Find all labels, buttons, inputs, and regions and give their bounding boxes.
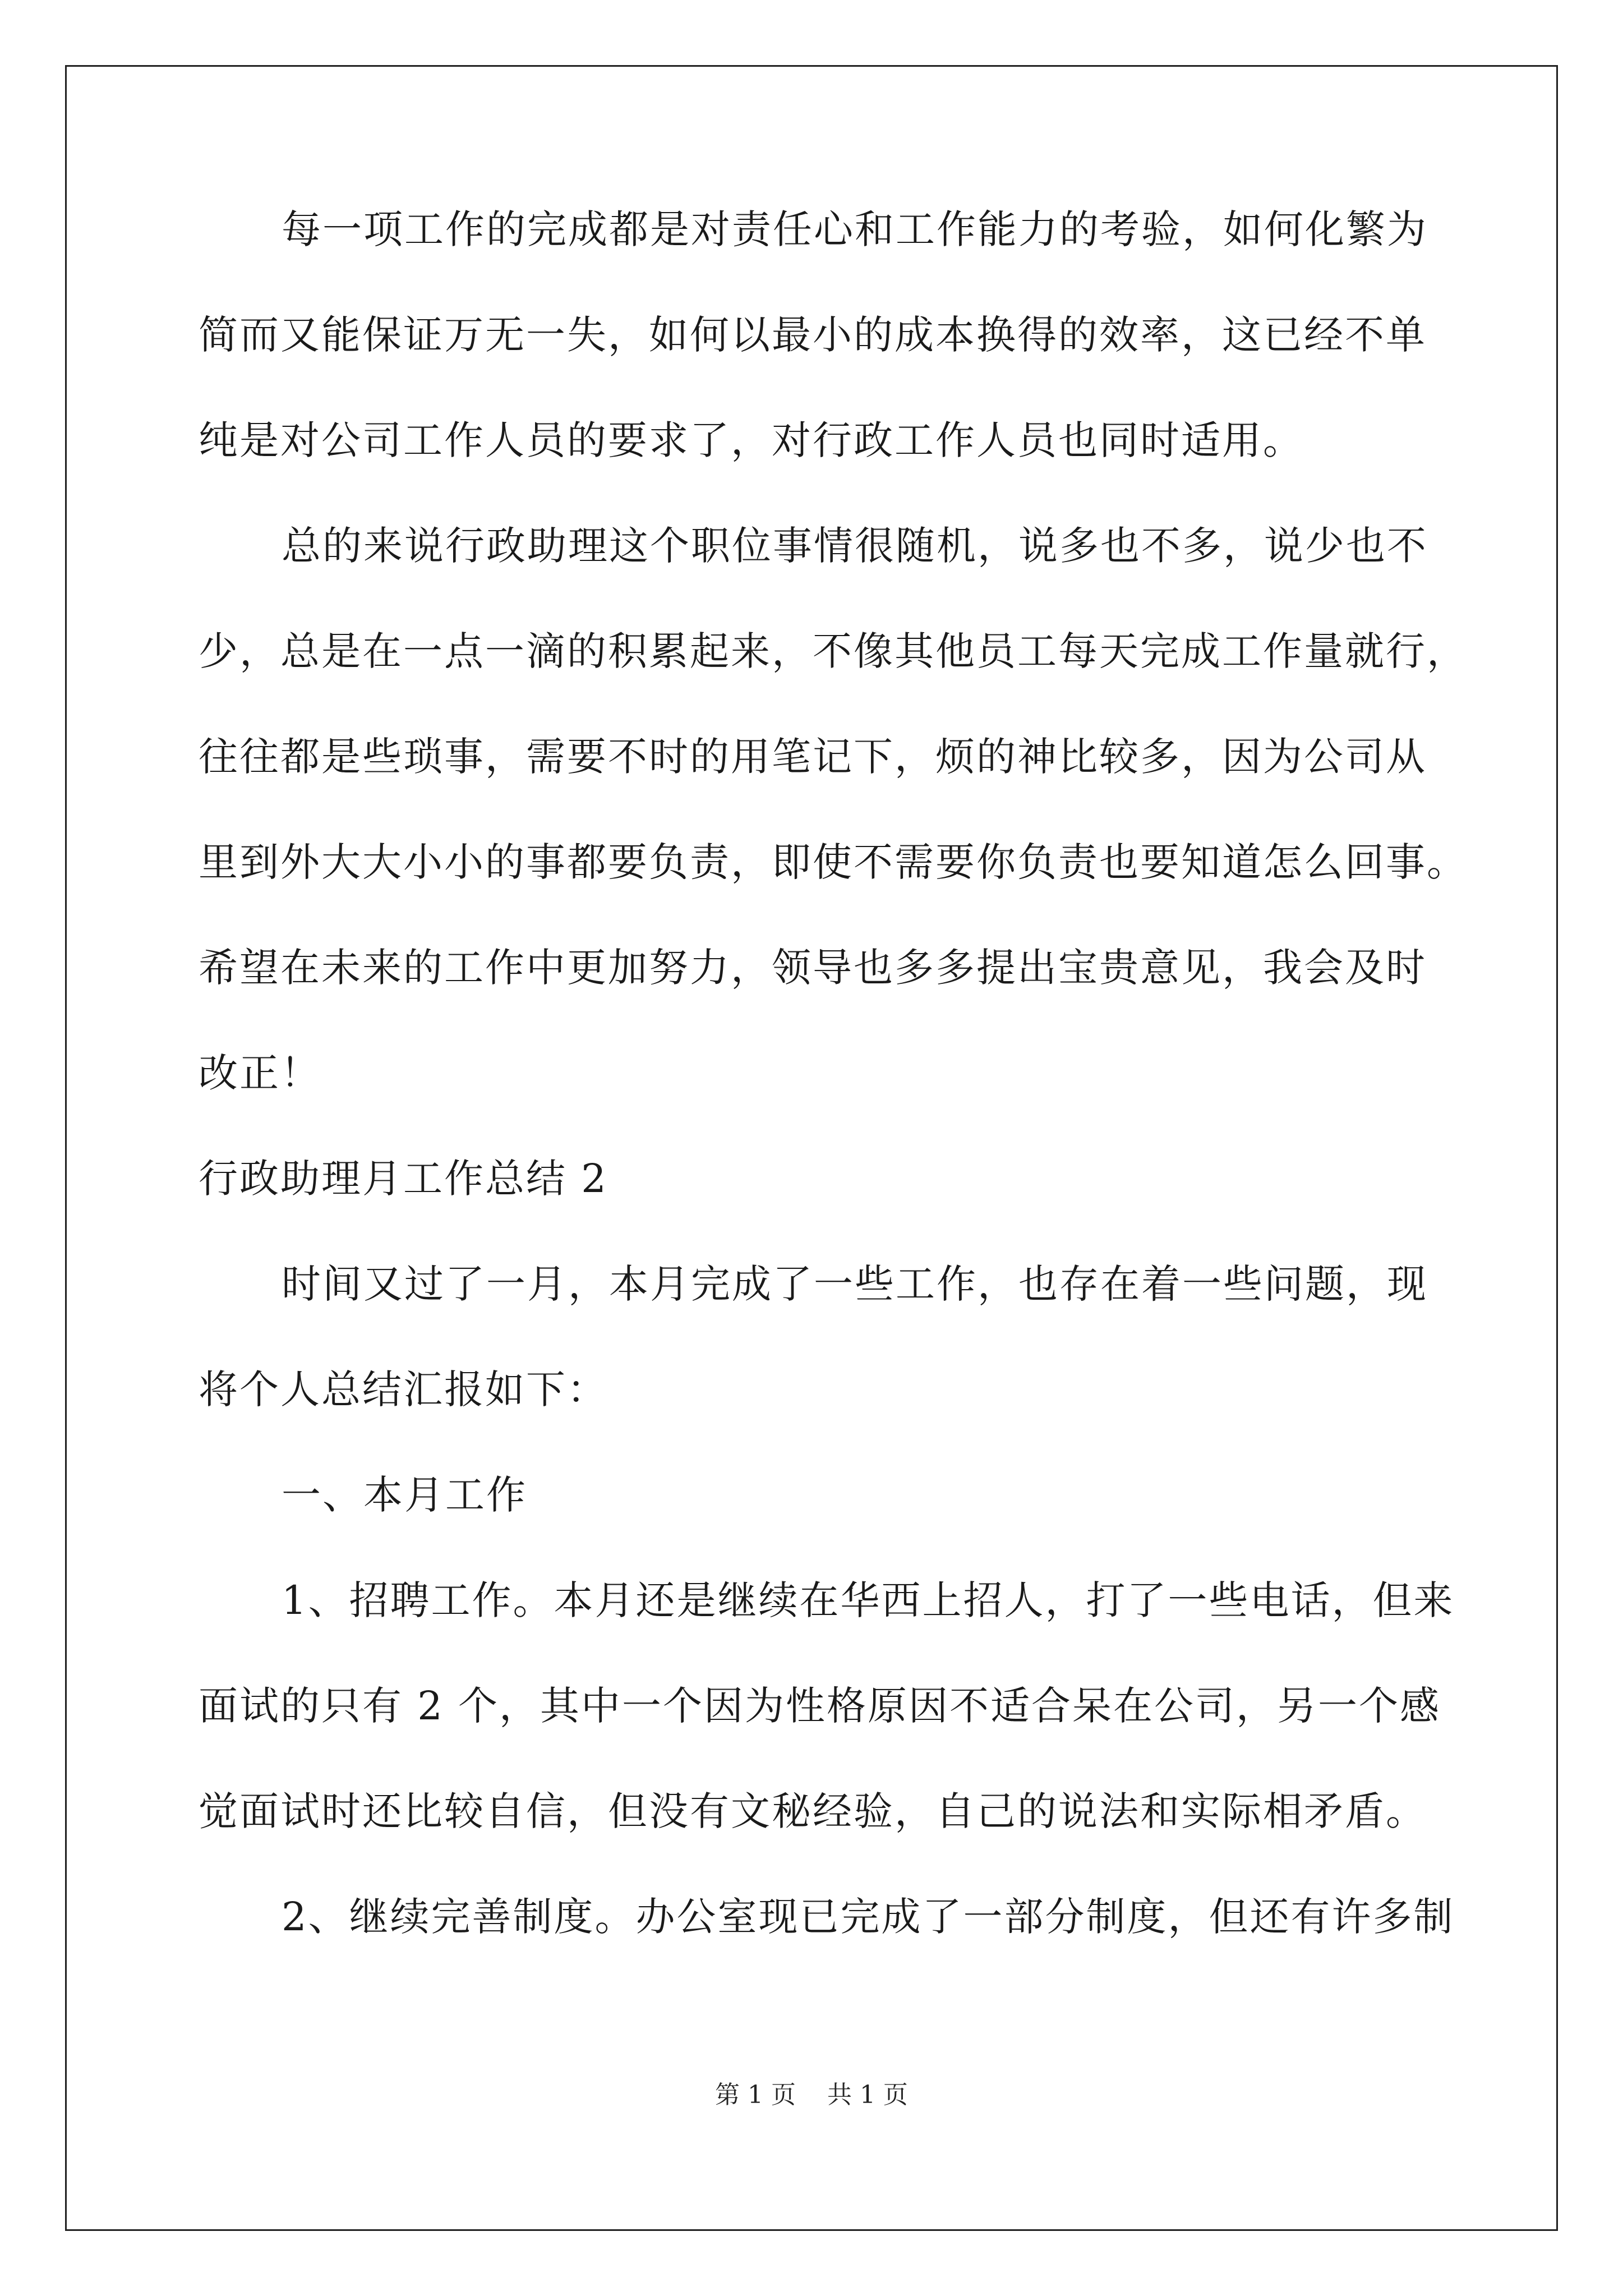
paragraph-line: 1、招聘工作。本月还是继续在华西上招人，打了一些电话，但来 (282, 1577, 1455, 1623)
section-heading: 行政助理月工作总结 2 (199, 1156, 608, 1202)
paragraph-line: 面试的只有 2 个，其中一个因为性格原因不适合呆在公司，另一个感 (199, 1683, 1441, 1729)
paragraph-line: 改正！ (199, 1050, 321, 1096)
paragraph-line: 纯是对公司工作人员的要求了，对行政工作人员也同时适用。 (199, 417, 1304, 463)
paragraph-line: 每一项工作的完成都是对责任心和工作能力的考验，如何化繁为 (282, 206, 1428, 252)
paragraph-line: 2、继续完善制度。办公室现已完成了一部分制度，但还有许多制 (282, 1894, 1455, 1940)
paragraph-line: 简而又能保证万无一失，如何以最小的成本换得的效率，这已经不单 (199, 312, 1427, 358)
subsection-heading: 一、本月工作 (282, 1472, 527, 1518)
paragraph-line: 希望在未来的工作中更加努力，领导也多多提出宝贵意见，我会及时 (199, 945, 1427, 991)
page-number-footer: 第 1 页 共 1 页 (715, 2081, 908, 2109)
paragraph-line: 将个人总结汇报如下： (199, 1366, 608, 1412)
paragraph-line: 时间又过了一月，本月完成了一些工作，也存在着一些问题，现 (282, 1261, 1428, 1307)
paragraph-line: 少，总是在一点一滴的积累起来，不像其他员工每天完成工作量就行， (199, 628, 1468, 674)
paragraph-line: 总的来说行政助理这个职位事情很随机，说多也不多，说少也不 (282, 523, 1428, 569)
paragraph-line: 往往都是些琐事，需要不时的用笔记下，烦的神比较多，因为公司从 (199, 734, 1427, 780)
paragraph-line: 觉面试时还比较自信，但没有文秘经验，自己的说法和实际相矛盾。 (199, 1788, 1427, 1834)
paragraph-line: 里到外大大小小的事都要负责，即使不需要你负责也要知道怎么回事。 (199, 839, 1468, 885)
